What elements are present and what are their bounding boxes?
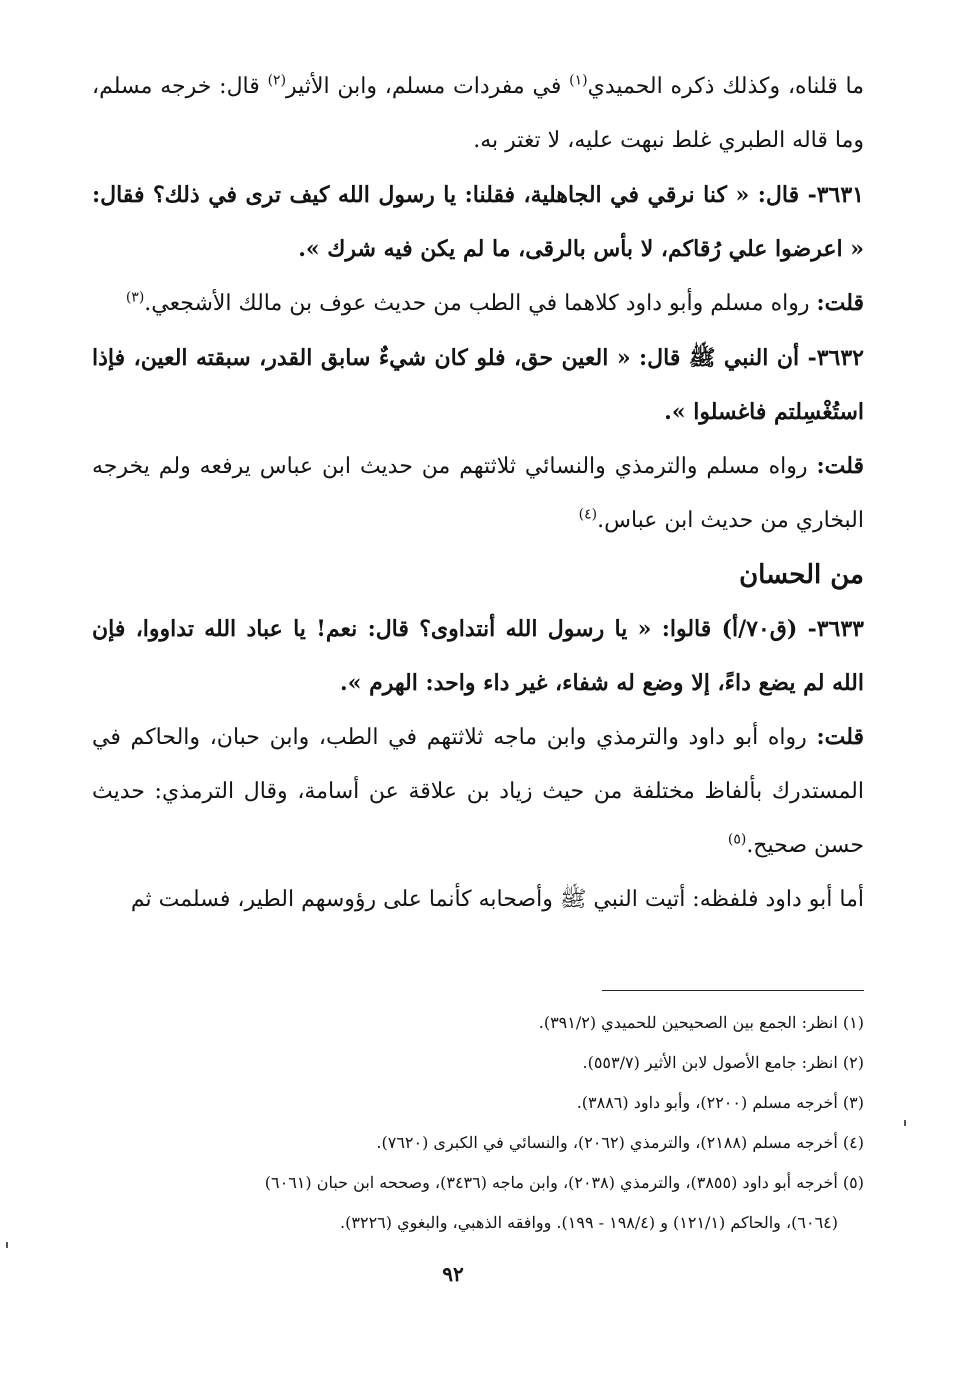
footnote-5-continued: (٦٠٦٤)، والحاكم (١٢١/١) و (١٩٨/٤ - ١٩٩). ووافقه الذهبي، والبغوي (٣٢٢٦). bbox=[340, 1213, 838, 1232]
scan-speck bbox=[904, 1120, 906, 1126]
footnotes bbox=[74, 1003, 864, 1243]
text-segment: قال: خرجه bbox=[160, 74, 268, 99]
footnote-3: (٣) أخرجه مسلم (٢٢٠٠)، وأبو داود (٣٨٨٦). bbox=[576, 1093, 864, 1112]
text-segment: مسلم، وما قاله الطبري غلط نبهت عليه، لا تغتر به. bbox=[92, 74, 864, 153]
footnote-5: (٥) أخرجه أبو داود (٣٨٥٥)، والترمذي (٢٠٣٨)، وابن ماجه (٣٤٣٦)، وصححه ابن حبان (٦٠٦١) bbox=[264, 1173, 864, 1192]
hadith-3631: ٣٦٣١- قال: « كنا نرقي في الجاهلية، فقلنا: يا رسول الله كيف ترى في ذلك؟ فقال: « اعرضوا علي رُقاكم، لا بأس بالرقى، ما لم يكن فيه شرك ». bbox=[92, 182, 864, 262]
continuation-line: أما أبو داود فلفظه: أتيت النبي ﷺ وأصحابه كأنما على رؤوسهم الطير، فسلمت ثم bbox=[130, 887, 864, 912]
qult-label: قلت: bbox=[816, 453, 864, 479]
scan-speck bbox=[6, 1242, 8, 1248]
text-segment: في مفردات مسلم، وابن الأثير bbox=[286, 74, 570, 99]
page-number: ٩٢ bbox=[442, 1262, 464, 1286]
footnote-4: (٤) أخرجه مسلم (٢١٨٨)، والترمذي (٢٠٦٢)، والنسائي في الكبرى (٧٦٢٠). bbox=[376, 1133, 864, 1152]
commentary-3631 bbox=[92, 276, 864, 331]
footnote-1: (١) انظر: الجمع بين الصحيحين للحميدي (٣٩١/٢). bbox=[538, 1013, 864, 1032]
commentary-3633 bbox=[92, 710, 864, 873]
commentary-text: رواه مسلم وأبو داود كلاهما في الطب من حديث عوف بن مالك الأشجعي. bbox=[144, 291, 817, 316]
text-segment: ما قلناه، وكذلك ذكره الحميدي bbox=[587, 74, 864, 99]
footnote-2: (٢) انظر: جامع الأصول لابن الأثير (٥٥٣/٧). bbox=[582, 1053, 864, 1072]
main-text bbox=[92, 60, 864, 927]
footnote-ref-4[interactable]: (٤) bbox=[578, 506, 598, 523]
qult-label: قلت: bbox=[816, 724, 864, 750]
footnote-ref-1[interactable]: (١) bbox=[569, 72, 588, 89]
footnote-ref-5[interactable]: (٥) bbox=[727, 831, 747, 848]
commentary-3632 bbox=[92, 439, 864, 548]
footnote-divider bbox=[602, 990, 864, 991]
footnote-ref-3[interactable]: (٣) bbox=[125, 289, 145, 306]
hadith-3633: ٣٦٣٣- (ق٧٠/أ) قالوا: « يا رسول الله أنتداوى؟ قال: نعم! يا عباد الله تداووا، فإن الله لم يضع داءً، إلا وضع له شفاء، غير داء واحد: الهرم ». bbox=[92, 616, 864, 696]
qult-label: قلت: bbox=[816, 290, 864, 316]
paragraph-continuation bbox=[92, 60, 864, 168]
footnote-ref-2[interactable]: (٢) bbox=[267, 72, 287, 89]
section-heading: من الحسان bbox=[739, 560, 864, 590]
commentary-text: رواه مسلم والترمذي والنسائي ثلاثتهم من حديث ابن عباس يرفعه ولم يخرجه البخاري من حديث ابن عباس. bbox=[92, 454, 864, 533]
hadith-3632: ٣٦٣٢- أن النبي ﷺ قال: « العين حق، فلو كان شيءٌ سابق القدر، سبقته العين، فإذا استُغْسِلتم فاغسلوا ». bbox=[92, 345, 864, 425]
commentary-text: رواه أبو داود والترمذي وابن ماجه ثلاثتهم في الطب، وابن حبان، والحاكم في المستدرك بألفاظ مختلفة من حيث زياد بن علاقة عن أسامة، وقال الترمذي: حديث حسن صحيح. bbox=[92, 725, 864, 858]
